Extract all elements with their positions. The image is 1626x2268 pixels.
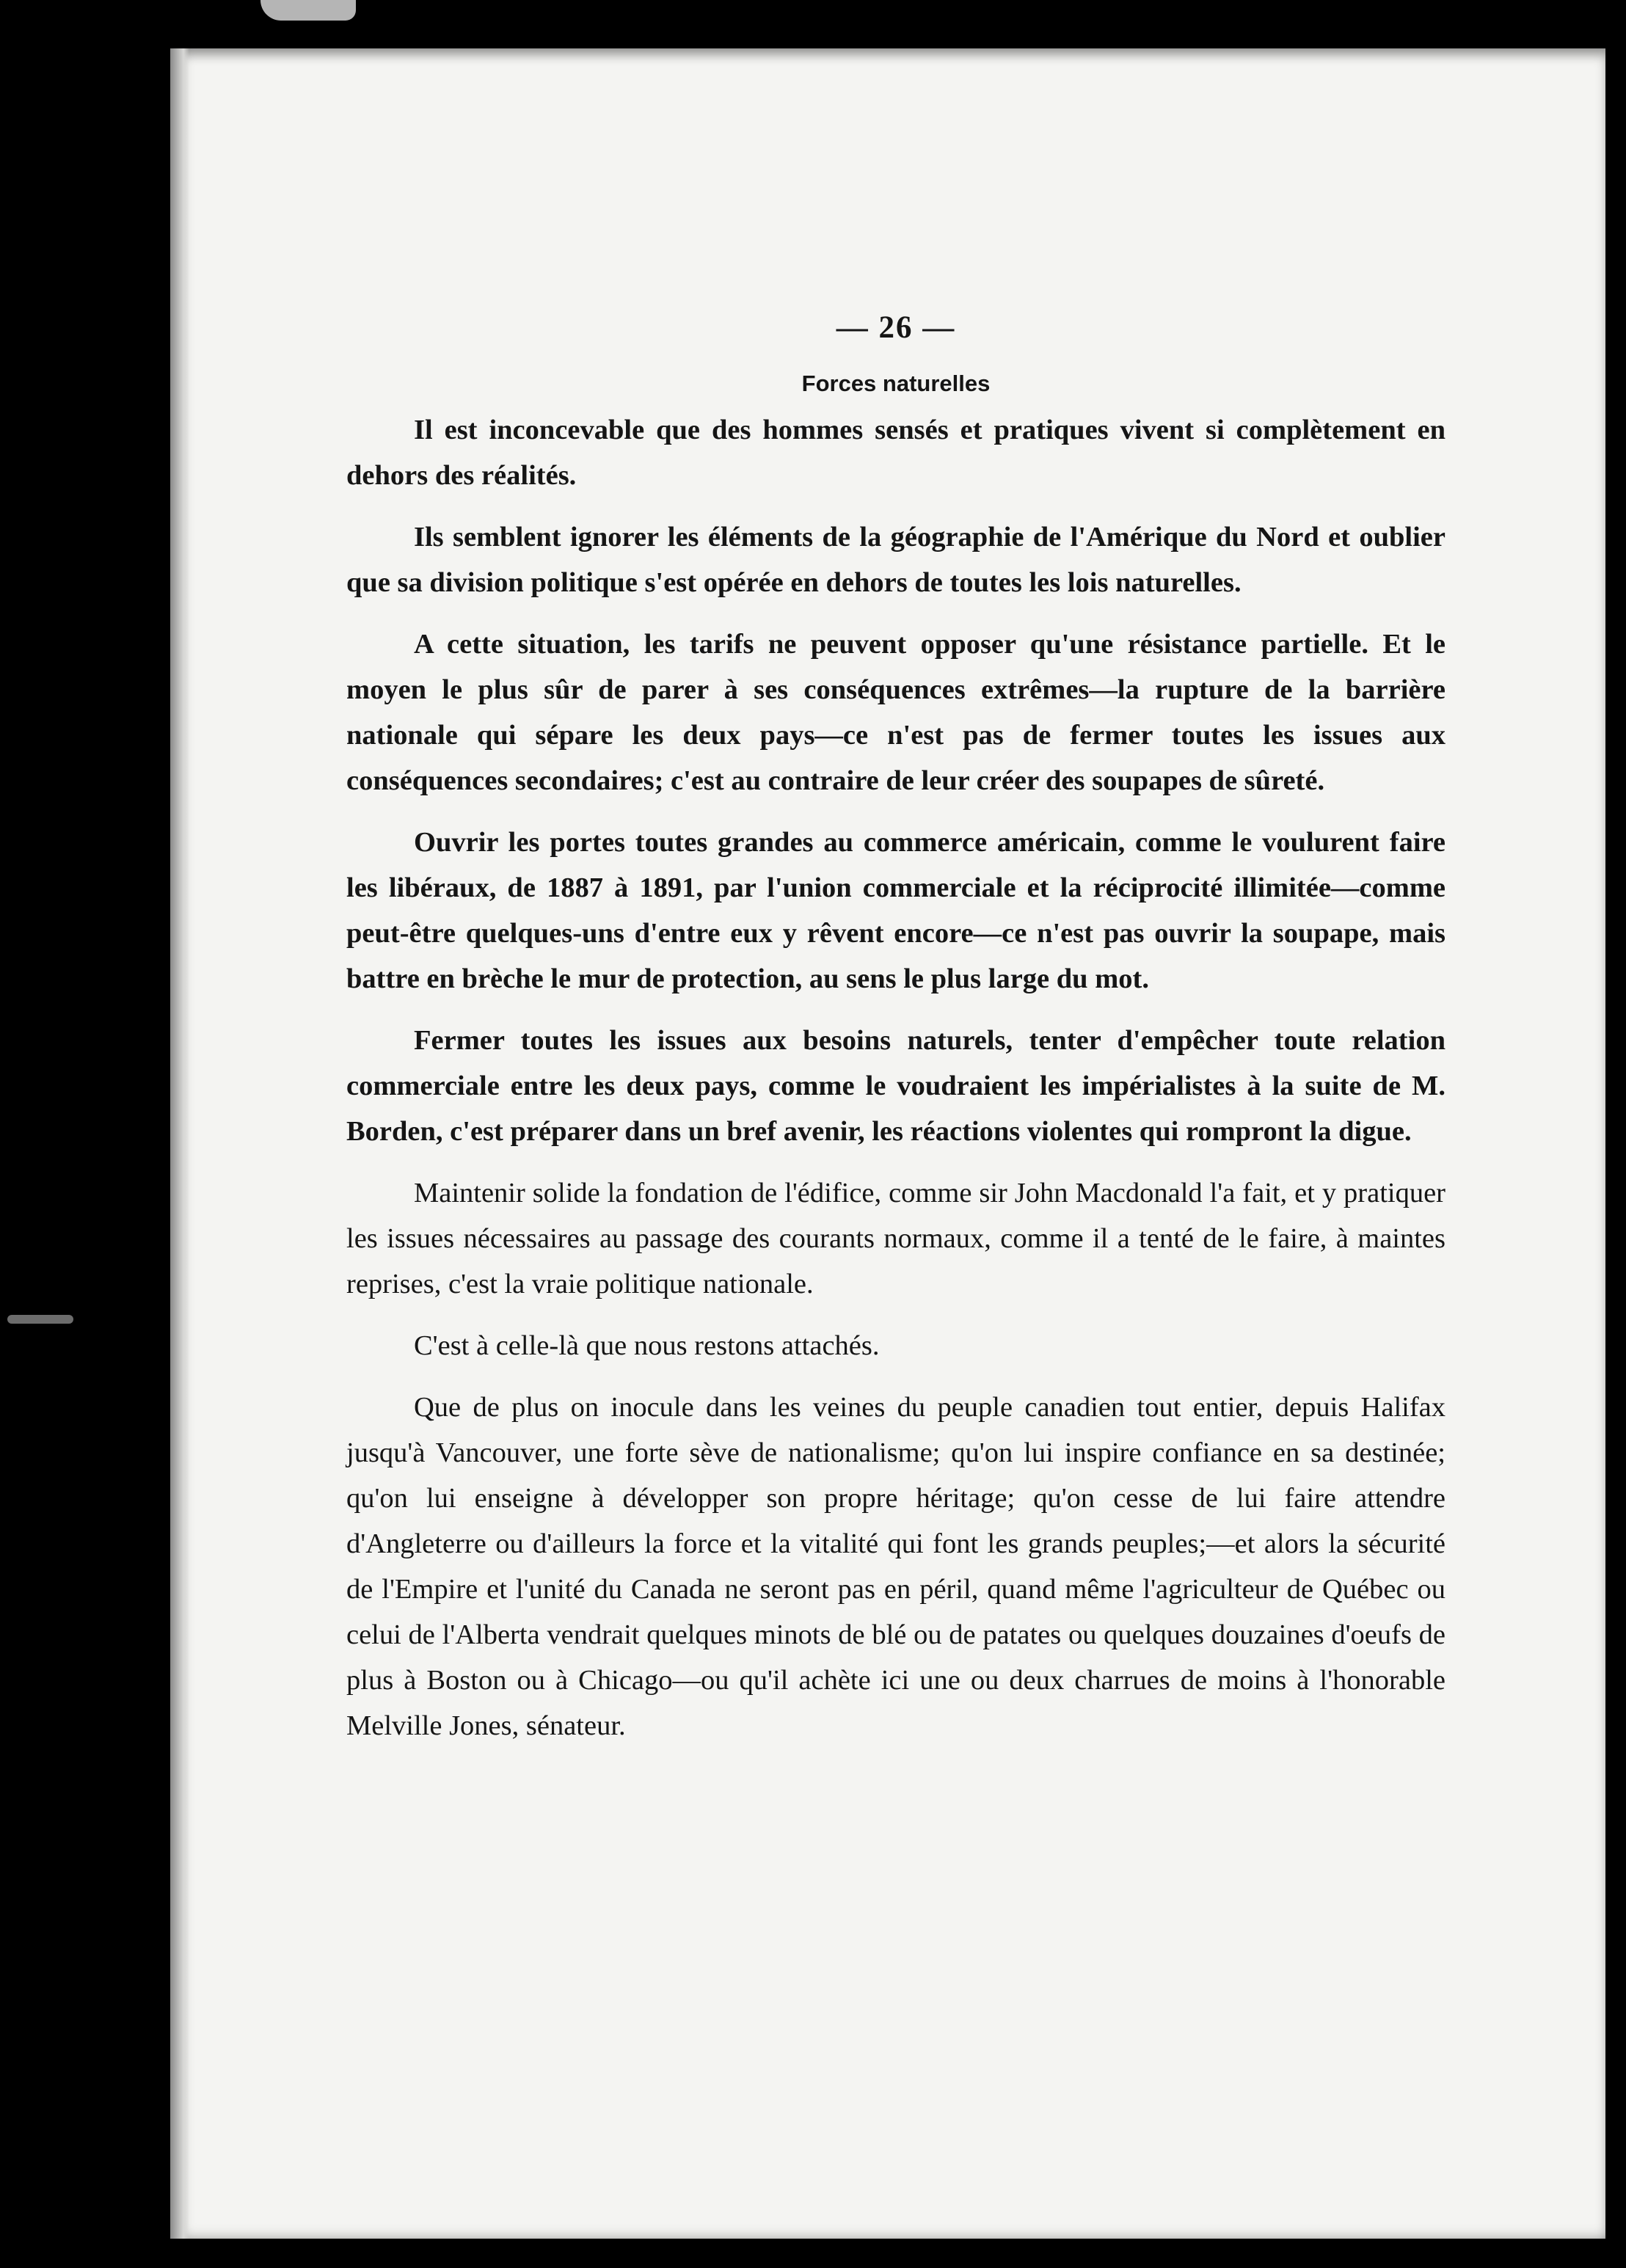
page-number: — 26 — [836,310,956,345]
page-binding-shadow [170,48,189,2239]
section-title: Forces naturelles [801,371,991,396]
paragraph: Maintenir solide la fondation de l'édifice, comme sir John Macdonald l'a fait, et y pratiquer les issues nécessaires au passage des courants normaux, comme il a tenté de le faire, à maintes reprises, c'est la vraie politique nationale. [346,1178,1445,1299]
paragraph: Ouvrir les portes toutes grandes au commerce américain, comme le voulurent faire les libéraux, de 1887 à 1891, par l'union commerciale et la réciprocité illimitée—comme peut-être quelques-uns d'entre eux y rêvent encore—ce n'est pas ouvrir la soupape, mais battre en brèche le mur de protection, au sens le plus large du mot. [346,827,1445,994]
paragraph: C'est à celle-là que nous restons attachés. [414,1330,880,1361]
paragraph: Il est inconcevable que des hommes sensés et pratiques vivent si complètement en dehors des réalités. [346,415,1445,491]
paragraph: Que de plus on inocule dans les veines du peuple canadien tout entier, depuis Halifax jusqu'à Vancouver, une forte sève de nationalisme; qu'on lui inspire confiance en sa destinée; qu'on lui enseigne à développer son propre héritage; qu'on cesse de lui faire attendre d'Angleterre ou d'ailleurs la force et la vitalité qui font les grands peuples;—et alors la sécurité de l'Empire et l'unité du Canada ne seront pas en péril, quand même l'agriculteur de Québec ou celui de l'Alberta vendrait quelques minots de blé ou de patates ou quelques douzaines d'oeufs de plus à Boston ou à Chicago—ou qu'il achète ici une ou deux charrues de moins à l'honorable Melville Jones, sénateur. [346,1392,1445,1741]
scan-artifact [260,0,356,21]
scan-artifact [7,1315,73,1324]
paragraph: Fermer toutes les issues aux besoins naturels, tenter d'empêcher toute relation commerciale entre les deux pays, comme le voudraient les impérialistes à la suite de M. Borden, c'est préparer dans un bref avenir, les réactions violentes qui rompront la digue. [346,1025,1445,1147]
paragraph: A cette situation, les tarifs ne peuvent opposer qu'une résistance partielle. Et le moyen le plus sûr de parer à ses conséquences extrêmes—la rupture de la barrière nationale qui sépare les deux pays—ce n'est pas de fermer toutes les issues aux conséquences secondaires; c'est au contraire de leur créer des soupapes de sûreté. [346,629,1445,796]
page-content [346,310,1445,1765]
paragraph: Ils semblent ignorer les éléments de la géographie de l'Amérique du Nord et oublier que sa division politique s'est opérée en dehors de toutes les lois naturelles. [346,522,1445,598]
